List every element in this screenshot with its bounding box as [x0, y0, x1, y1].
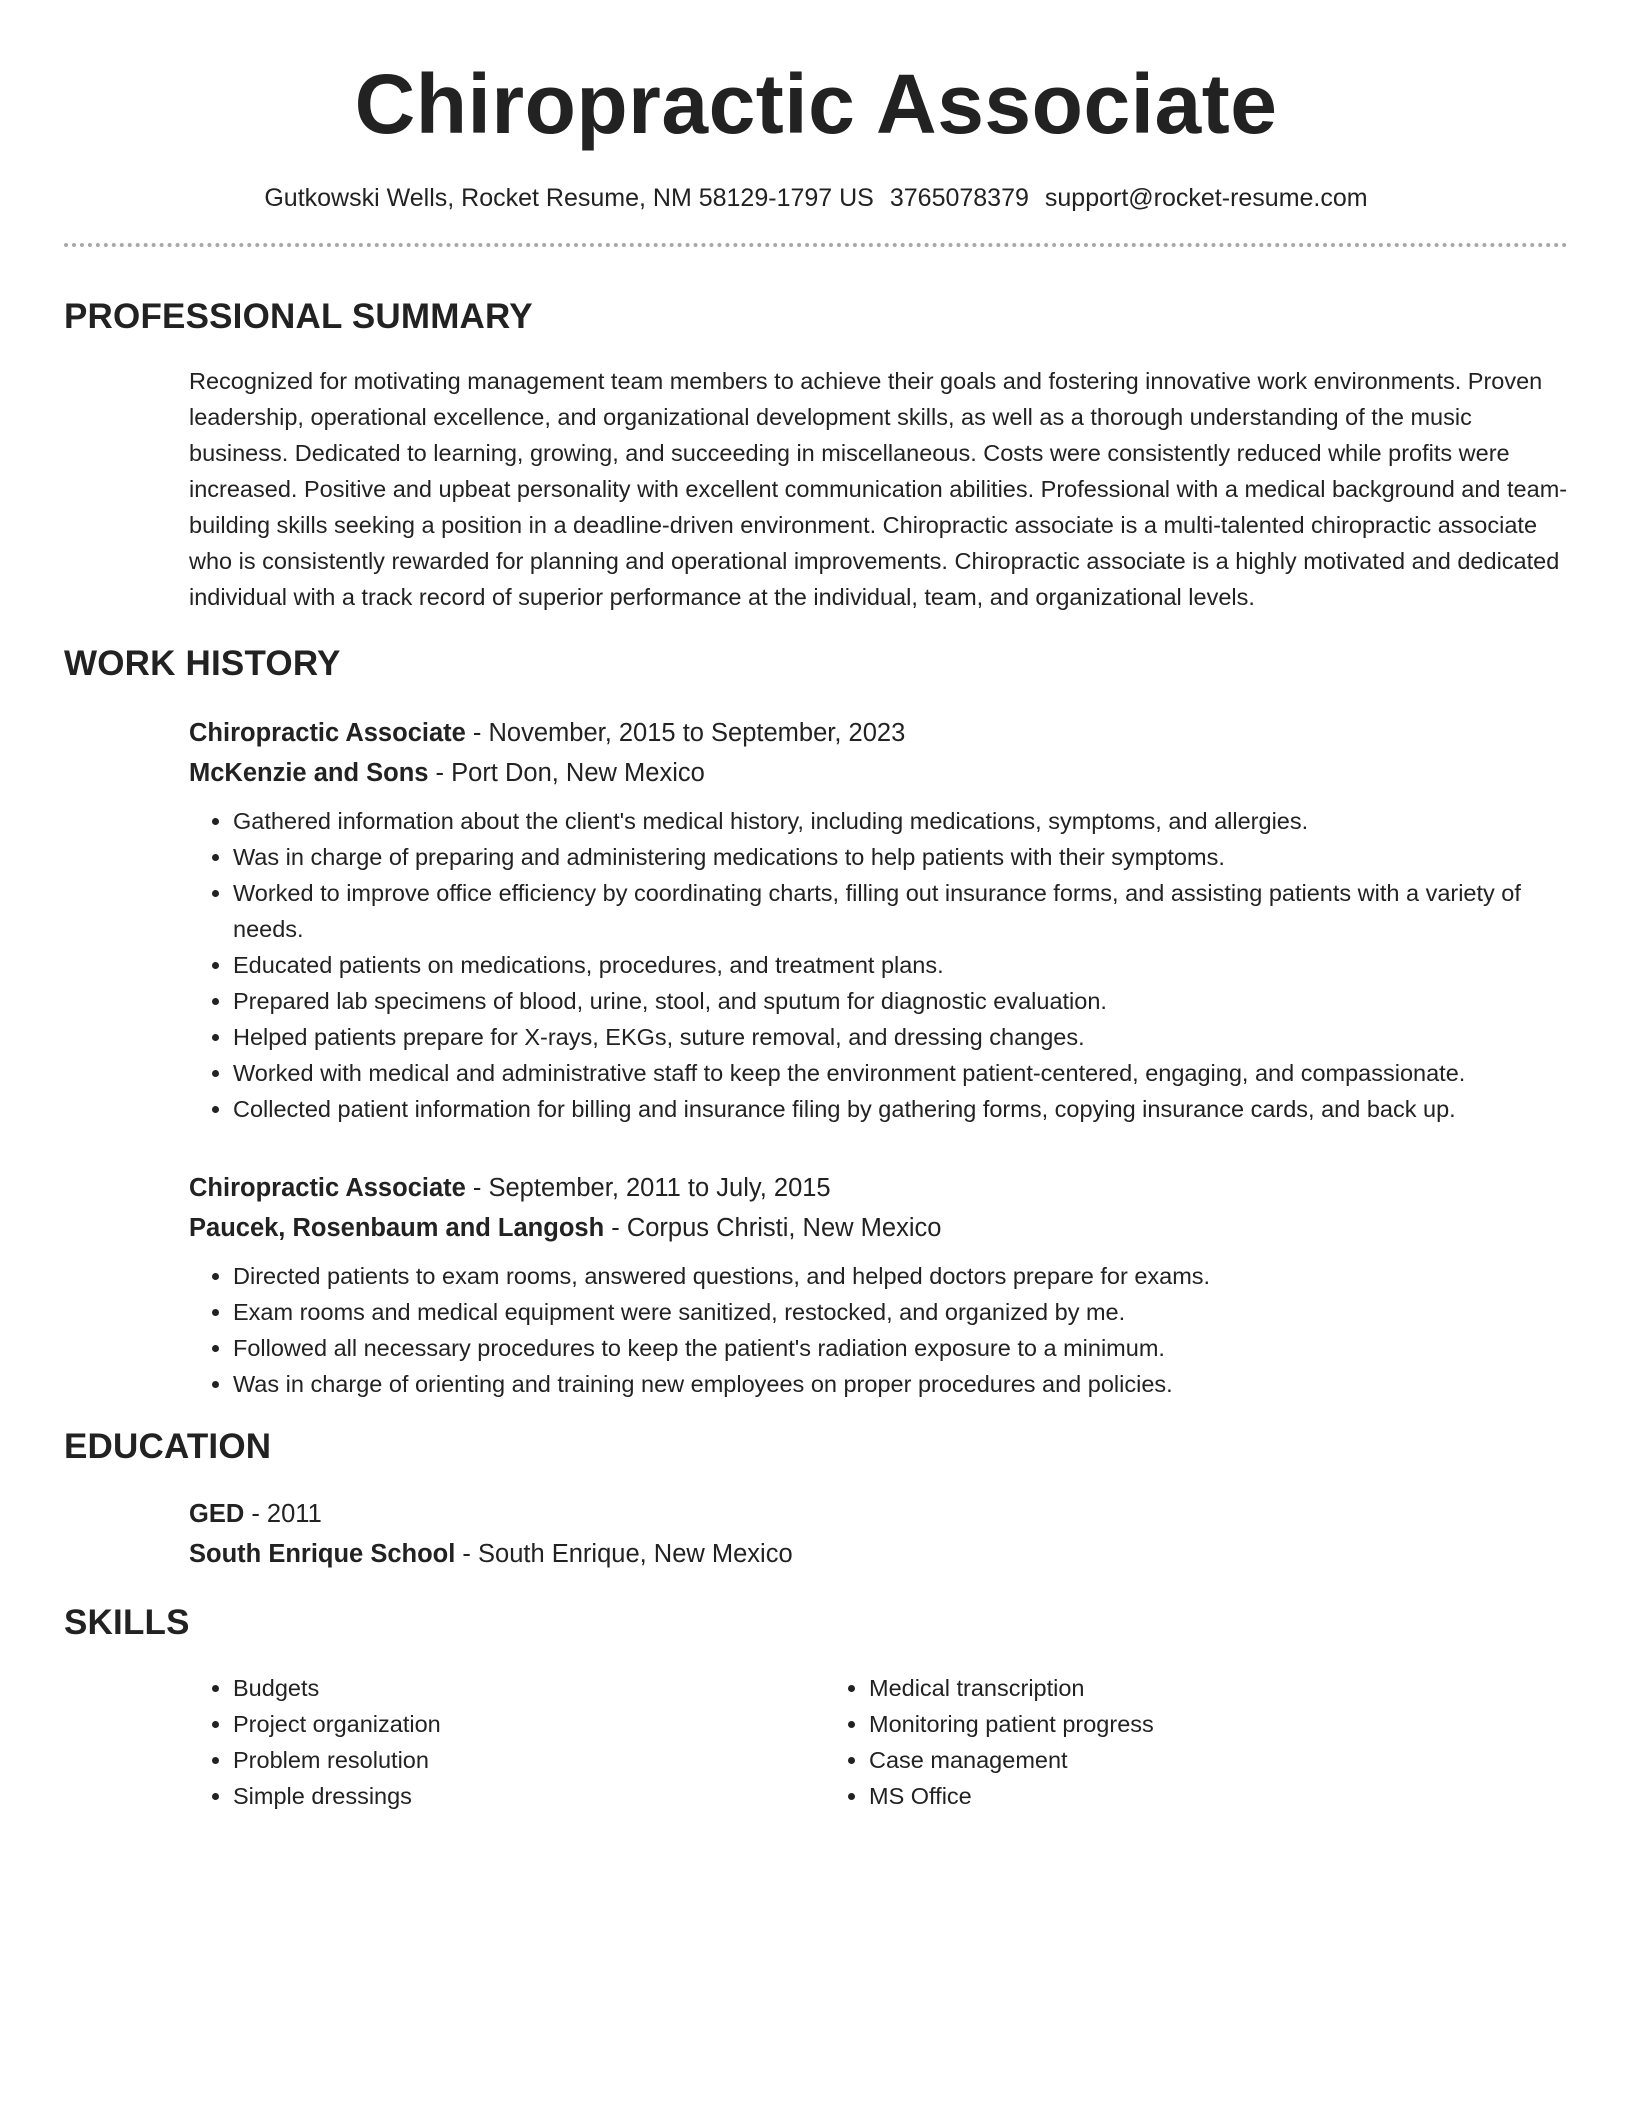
job-company: Paucek, Rosenbaum and Langosh [189, 1214, 605, 1242]
job-bullets [189, 1258, 1568, 1402]
summary-text: Recognized for motivating management team members to achieve their goals and fostering innovative work environments. Proven leadership, operational excellence, and organizational development skills, as well as a thorough understanding of the music business. Dedicated to learning, growing, and succeeding in miscellaneous. Costs were consistently reduced while profits were increased. Positive and upbeat personality with excellent communication abilities. Professional with a medical background and team-building skills seeking a position in a deadline-driven environment. Chiropractic associate is a multi-talented chiropractic associate who is consistently rewarded for planning and operational improvements. Chiropractic associate is a highly motivated and dedicated individual with a track record of superior performance at the individual, team, and organizational levels. [189, 368, 1568, 610]
job-entry [189, 1168, 1568, 1402]
job-bullet: • Directed patients to exam rooms, answered questions, and helped doctors prepare for exams. [233, 1258, 1568, 1294]
job-bullet: • Worked with medical and administrative staff to keep the environment patient-centered, engaging, and compassionate. [233, 1055, 1568, 1091]
summary-section [189, 363, 1568, 615]
section-title-work-history: WORK HISTORY [64, 644, 341, 683]
job-title-line [189, 1168, 1568, 1208]
job-bullet: • Gathered information about the client's medical history, including medications, symptoms, and allergies. [233, 803, 1568, 839]
work-history-section [189, 713, 1568, 1402]
skill-item: • Budgets [233, 1670, 825, 1706]
contact-email: support@rocket-resume.com [1044, 184, 1368, 212]
education-school-line [189, 1534, 1568, 1574]
job-location: - Corpus Christi, New Mexico [604, 1214, 942, 1242]
section-title-skills: SKILLS [64, 1603, 190, 1642]
job-bullet: • Prepared lab specimens of blood, urine, stool, and sputum for diagnostic evaluation. [233, 983, 1568, 1019]
skills-column-left [189, 1670, 825, 1814]
job-dates: - September, 2011 to July, 2015 [465, 1174, 831, 1202]
education-degree: GED [189, 1500, 245, 1528]
education-year: - 2011 [244, 1500, 322, 1528]
job-bullet: • Exam rooms and medical equipment were sanitized, restocked, and organized by me. [233, 1294, 1568, 1330]
skill-item: • Monitoring patient progress [869, 1706, 1461, 1742]
header-divider [64, 243, 1568, 247]
job-entry [189, 713, 1568, 1127]
job-role: Chiropractic Associate [189, 1174, 466, 1202]
education-section [189, 1494, 1568, 1574]
skill-item: • Case management [869, 1742, 1461, 1778]
job-company-line [189, 1208, 1568, 1248]
job-role: Chiropractic Associate [189, 719, 466, 747]
job-bullet: • Collected patient information for billing and insurance filing by gathering forms, copying insurance cards, and back up. [233, 1091, 1568, 1127]
skill-item: • MS Office [869, 1778, 1461, 1814]
job-bullet: • Followed all necessary procedures to keep the patient's radiation exposure to a minimum. [233, 1330, 1568, 1366]
skills-column-right [825, 1670, 1461, 1814]
job-company-line [189, 753, 1568, 793]
contact-address: Gutkowski Wells, Rocket Resume, NM 58129-1797 US [264, 184, 874, 212]
job-bullet: • Was in charge of orienting and training new employees on proper procedures and policies. [233, 1366, 1568, 1402]
job-bullet: • Worked to improve office efficiency by coordinating charts, filling out insurance forms, and assisting patients with a variety of needs. [233, 875, 1568, 947]
job-bullet: • Helped patients prepare for X-rays, EKGs, suture removal, and dressing changes. [233, 1019, 1568, 1055]
education-school: South Enrique School [189, 1540, 456, 1568]
job-title-line [189, 713, 1568, 753]
skill-item: • Project organization [233, 1706, 825, 1742]
section-title-summary: PROFESSIONAL SUMMARY [64, 297, 533, 336]
education-degree-line [189, 1494, 1568, 1534]
education-location: - South Enrique, New Mexico [455, 1540, 793, 1568]
skills-section [189, 1670, 1568, 1814]
skill-item: • Simple dressings [233, 1778, 825, 1814]
section-title-education: EDUCATION [64, 1427, 272, 1466]
skill-item: • Medical transcription [869, 1670, 1461, 1706]
job-dates: - November, 2015 to September, 2023 [465, 719, 906, 747]
candidate-name: Chiropractic Associate [354, 57, 1278, 151]
job-bullet: • Was in charge of preparing and administering medications to help patients with their symptoms. [233, 839, 1568, 875]
job-location: - Port Don, New Mexico [428, 759, 705, 787]
job-bullet: • Educated patients on medications, procedures, and treatment plans. [233, 947, 1568, 983]
contact-phone: 3765078379 [889, 184, 1029, 212]
skill-item: • Problem resolution [233, 1742, 825, 1778]
job-company: McKenzie and Sons [189, 759, 429, 787]
contact-line [64, 186, 1568, 211]
job-bullets [189, 803, 1568, 1127]
